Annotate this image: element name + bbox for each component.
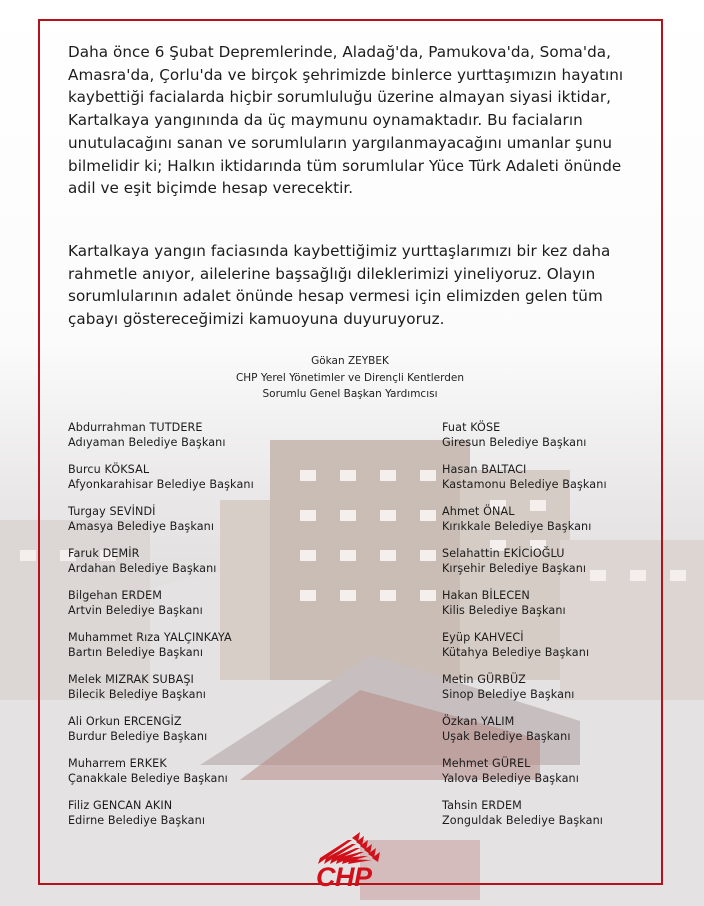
statement-paragraph-2: Kartalkaya yangın faciasında kaybettiğimiz yurttaşlarımızı bir kez daha rahmetle anıyor, ailelerine başsağlığı dileklerimizi yineliyoruz. Olayın sorumlularının adalet önünde hesap vermesi için elimizden gelen tüm çabayı göstereceğimizi kamuoyuna duyuruyoruz.: [68, 242, 611, 329]
mayor-entry: [68, 630, 254, 672]
mayor-title: Uşak Belediye Başkanı: [442, 730, 571, 743]
mayor-title: Çanakkale Belediye Başkanı: [68, 772, 228, 785]
mayor-entry: [442, 672, 607, 714]
mayor-entry: [442, 588, 607, 630]
mayor-entry: [68, 756, 254, 798]
mayor-entry: [442, 756, 607, 798]
mayor-name: Bilgehan ERDEM: [68, 589, 163, 602]
mayor-name: Selahattin EKİCİOĞLU: [442, 547, 565, 560]
mayor-entry: [442, 630, 607, 672]
mayor-name: Filiz GENCAN AKIN: [68, 799, 173, 812]
mayor-name: Hakan BİLECEN: [442, 589, 530, 602]
mayor-title: Kilis Belediye Başkanı: [442, 604, 566, 617]
mayor-title: Kütahya Belediye Başkanı: [442, 646, 590, 659]
mayor-title: Artvin Belediye Başkanı: [68, 604, 203, 617]
mayor-entry: [68, 672, 254, 714]
mayor-name: Burcu KÖKSAL: [68, 463, 150, 476]
signatory-title-line2: Sorumlu Genel Başkan Yardımcısı: [262, 388, 438, 400]
mayor-title: Giresun Belediye Başkanı: [442, 436, 587, 449]
mayor-title: Edirne Belediye Başkanı: [68, 814, 206, 827]
mayor-title: Kırıkkale Belediye Başkanı: [442, 520, 592, 533]
mayor-name: Eyüp KAHVECİ: [442, 631, 524, 644]
mayor-name: Melek MIZRAK SUBAŞI: [68, 673, 194, 686]
mayor-title: Bartın Belediye Başkanı: [68, 646, 204, 659]
mayor-entry: [442, 798, 607, 840]
mayor-entry: [68, 714, 254, 756]
mayor-entry: [68, 420, 254, 462]
logo-text: CHP: [316, 862, 372, 892]
mayor-entry: [442, 504, 607, 546]
mayor-name: Muharrem ERKEK: [68, 757, 167, 770]
mayor-entry: [442, 462, 607, 504]
mayor-name: Metin GÜRBÜZ: [442, 673, 526, 686]
mayor-title: Sinop Belediye Başkanı: [442, 688, 575, 701]
mayor-name: Faruk DEMİR: [68, 547, 140, 560]
mayor-entry: [442, 546, 607, 588]
mayor-name: Turgay SEVİNDİ: [68, 505, 156, 518]
mayor-name: Ali Orkun ERCENGİZ: [68, 715, 182, 728]
six-arrows-icon: [308, 826, 394, 866]
signatory-name: Gökan ZEYBEK: [311, 355, 389, 367]
mayor-name: Ahmet ÖNAL: [442, 505, 515, 518]
signatory-title-line1: CHP Yerel Yönetimler ve Dirençli Kentlerden: [235, 371, 465, 384]
mayor-title: Bilecik Belediye Başkanı: [68, 688, 206, 701]
mayors-right-column: [442, 420, 607, 840]
mayor-entry: [68, 798, 254, 840]
mayor-title: Adıyaman Belediye Başkanı: [68, 436, 226, 449]
mayor-name: Abdurrahman TUTDERE: [68, 421, 203, 434]
mayor-name: Özkan YALIM: [442, 715, 515, 728]
mayor-name: Fuat KÖSE: [442, 421, 501, 434]
mayor-name: Hasan BALTACI: [442, 463, 527, 476]
mayor-entry: [442, 714, 607, 756]
signatory-block: [200, 353, 500, 403]
mayor-entry: [68, 504, 254, 546]
mayor-title: Kastamonu Belediye Başkanı: [442, 478, 607, 491]
mayor-name: Mehmet GÜREL: [442, 757, 531, 770]
mayor-title: Amasya Belediye Başkanı: [68, 520, 215, 533]
mayor-title: Yalova Belediye Başkanı: [442, 772, 579, 785]
mayor-entry: [442, 420, 607, 462]
mayor-entry: [68, 588, 254, 630]
mayor-title: Kırşehir Belediye Başkanı: [442, 562, 587, 575]
mayor-title: Afyonkarahisar Belediye Başkanı: [68, 478, 254, 491]
mayor-title: Burdur Belediye Başkanı: [68, 730, 208, 743]
mayor-title: Ardahan Belediye Başkanı: [68, 562, 217, 575]
mayors-left-column: [68, 420, 254, 840]
mayor-name: Tahsin ERDEM: [442, 799, 522, 812]
mayor-entry: [68, 546, 254, 588]
mayor-title: Zonguldak Belediye Başkanı: [442, 814, 604, 827]
mayor-name: Muhammet Rıza YALÇINKAYA: [68, 631, 232, 644]
statement-paragraph-1: Daha önce 6 Şubat Depremlerinde, Aladağ'da, Pamukova'da, Soma'da, Amasra'da, Çorlu'da ve birçok şehrimizde binlerce yurttaşımızın hayatını kaybettiği facialarda hiçbir sorumluluğu üzerine almayan siyasi iktidar, Kartalkaya yangınında da üç maymunu oynamaktadır. Bu faciaların unutulacağını sanan ve sorumluların yargılanmayacağını umanlar şunu bilmelidir ki; Halkın iktidarında tüm sorumlular Yüce Türk Adaleti önünde adil ve eşit biçimde hesap verecektir.: [68, 43, 624, 198]
mayor-entry: [68, 462, 254, 504]
chp-logo: [308, 826, 394, 896]
